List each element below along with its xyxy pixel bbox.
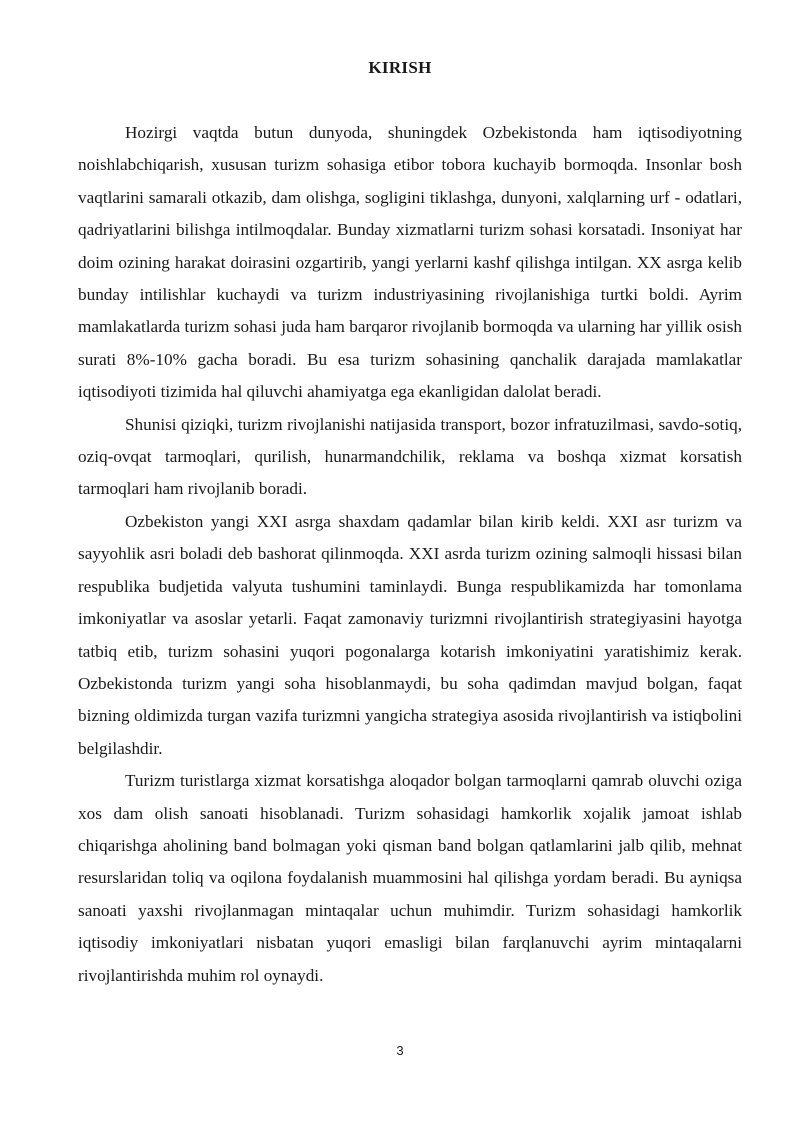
body-text — [78, 117, 742, 992]
paragraph: Shunisi qiziqki, turizm rivojlanishi natijasida transport, bozor infratuzilmasi, savdo-sotiq, oziq-ovqat tarmoqlari, qurilish, hunarmandchilik, reklama va boshqa xizmat korsatish tarmoqlari ham rivojlanib boradi. — [78, 414, 742, 499]
page-number: 3 — [396, 1043, 404, 1058]
paragraph: Turizm turistlarga xizmat korsatishga aloqador bolgan tarmoqlarni qamrab oluvchi oziga xos dam olish sanoati hisoblanadi. Turizm sohasidagi hamkorlik xojalik jamoat ishlab chiqarishga aholining band bolmagan yoki qisman band bolgan qatlamlarini jalb qilib, mehnat resurslaridan toliq va oqilona foydalanish muammosini hal qilishga yordam beradi. Bu ayniqsa sanoati yaxshi rivojlanmagan mintaqalar uchun muhimdir. Turizm sohasidagi hamkorlik iqtisodiy imkoniyatlari nisbatan yuqori emasligi bilan farqlanuvchi ayrim mintaqalarni rivojlantirishda muhim rol oynaydi. — [78, 771, 742, 985]
page-title: KIRISH — [368, 58, 432, 77]
paragraph: Ozbekiston yangi XXI asrga shaxdam qadamlar bilan kirib keldi. XXI asr turizm va sayyohlik asri boladi deb bashorat qilinmoqda. XXI asrda turizm ozining salmoqli hissasi bilan respublika budjetida valyuta tushumini taminlaydi. Bunga respublikamizda har tomonlama imkoniyatlar va asoslar yetarli. Faqat zamonaviy turizmni rivojlantirish strategiyasini hayotga tatbiq etib, turizm sohasini yuqori pogonalarga kotarish imkoniyatini yaratishimiz kerak. Ozbekistonda turizm yangi soha hisoblanmaydi, bu soha qadimdan mavjud bolgan, faqat bizning oldimizda turgan vazifa turizmni yangicha strategiya asosida rivojlantirish va istiqbolini belgilashdir. — [78, 511, 742, 758]
paragraph: Hozirgi vaqtda butun dunyoda, shuningdek Ozbekistonda ham iqtisodiyotning noishlabchiqarish, xususan turizm sohasiga etibor tobora kuchayib bormoqda. Insonlar bosh vaqtlarini samarali otkazib, dam olishga, sogligini tiklashga, dunyoni, xalqlarning urf - odatlari, qadriyatlarini bilishga intilmoqdalar. Bunday xizmatlarni turizm sohasi korsatadi. Insoniyat har doim ozining harakat doirasini ozgartirib, yangi yerlarni kashf qilishga intilgan. XX asrga kelib bunday intilishlar kuchaydi va turizm industriyasining rivojlanishiga turtki boldi. Ayrim mamlakatlarda turizm sohasi juda ham barqaror rivojlanib bormoqda va ularning har yillik osish surati 8%-10% gacha boradi. Bu esa turizm sohasining qanchalik darajada mamlakatlar iqtisodiyoti tizimida hal qiluvchi ahamiyatga ega ekanligidan dalolat beradi. — [78, 123, 742, 402]
